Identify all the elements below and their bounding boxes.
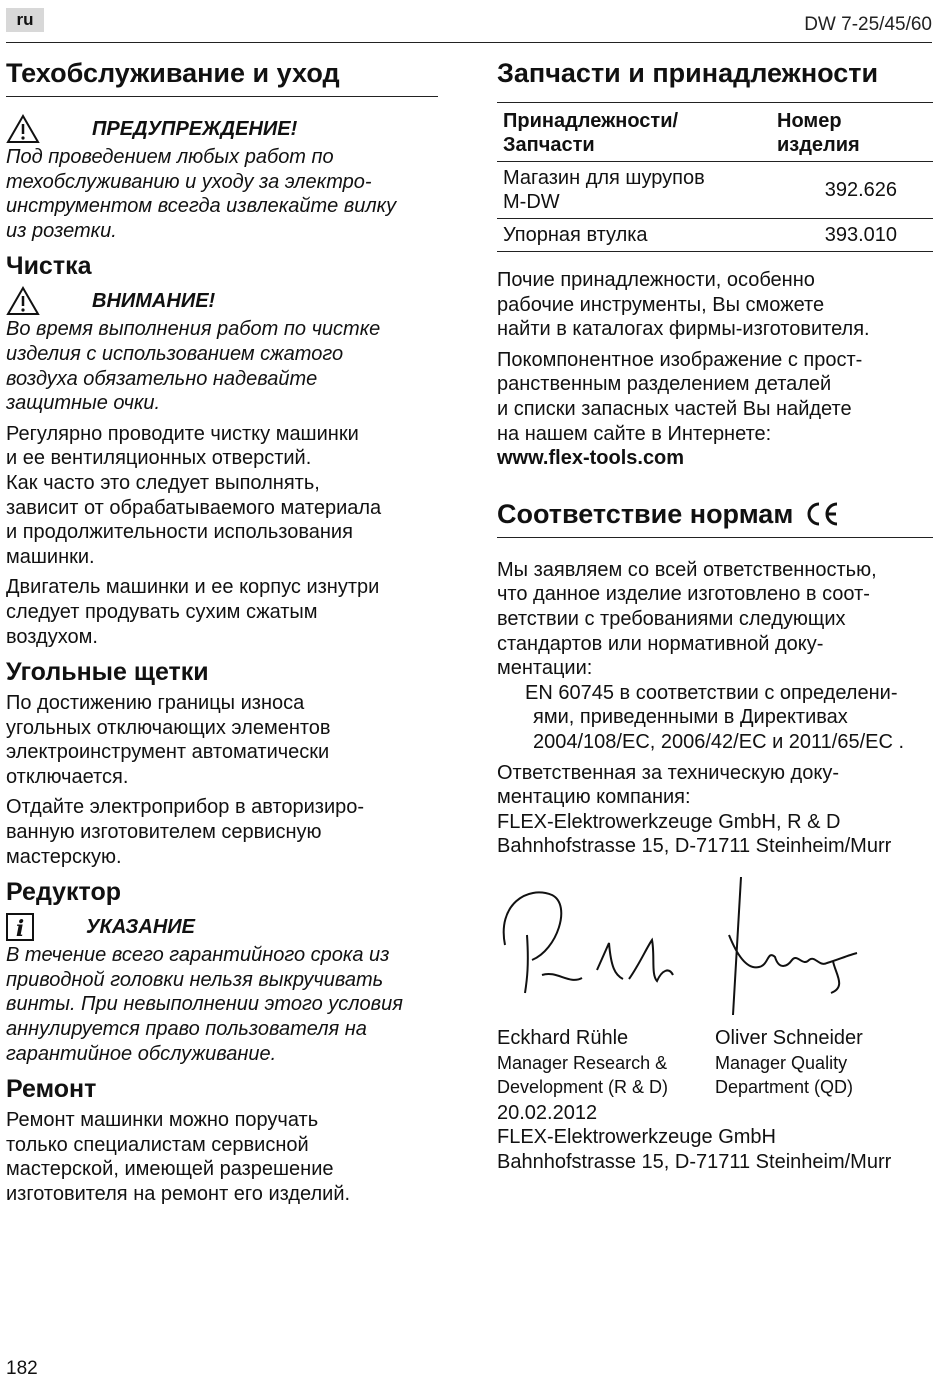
brushes-paragraph-1: По достижению границы износа угольных отключающих элементов электроинструмент автоматически отключается. [6,692,331,788]
part-number: 392.626 [771,162,933,219]
caution-title: ВНИМАНИЕ! [92,289,216,312]
signatory-ruehle [497,1025,715,1099]
table-header-row [497,103,933,162]
signatory-name: Eckhard Rühle [497,1026,629,1049]
caution-text: Во время выполнения работ по чистке изделия с использованием сжатого воздуха обязательно надевайте защитные очки. [6,318,381,415]
note-title: УКАЗАНИЕ [86,915,195,938]
conformity-title: Соответствие нормам [497,498,794,529]
signatory-schneider [715,1025,933,1099]
signatory-name: Oliver Schneider [715,1026,863,1049]
table-row [497,219,933,252]
language-badge: ru [6,8,44,32]
left-column [6,56,438,1213]
part-name: Упорная втулка [497,219,771,252]
column-header-number: Номер изделия [771,103,933,162]
standards-text: EN 60745 в соответствии с определени- ями, приведенными в Директивах 2004/108/EC, 2006/42/EC и 2011/65/EC . [525,681,905,753]
gearbox-heading: Редуктор [6,878,122,907]
maintenance-title: Техобслуживание и уход [6,56,438,97]
signatures-area [497,875,933,1025]
column-header-accessories: Принадлежности/ Запчасти [497,103,771,162]
parts-title: Запчасти и принадлежности [497,58,879,88]
conformity-header [497,497,933,538]
brushes-paragraph-2: Отдайте электроприбор в авторизиро- ванную изготовителем сервисную мастерскую. [6,796,365,868]
parts-table [497,102,933,252]
warning-header [6,113,438,145]
note-header [6,911,438,943]
signature-names [497,1025,933,1099]
right-column [497,56,933,1181]
warning-text: Под проведением любых работ по техобслуживанию и уходу за электро- инструментом всегда извлекайте вилку из розетки. [6,146,397,242]
signatory-role: Manager Quality Department (QD) [715,1052,854,1097]
ce-mark-icon [803,500,841,528]
caution-header [6,285,438,317]
brushes-heading: Угольные щетки [6,658,209,687]
responsible-company: Ответственная за техническую доку- ментацию компания: FLEX-Elektrowerkzeuge GmbH, R & D Bahnhofstrasse 15, D-71711 Steinheim/Murr [497,761,892,858]
info-icon: i [6,913,34,941]
part-name: Магазин для шурупов M-DW [497,162,771,219]
header-divider [6,42,932,43]
table-row [497,162,933,219]
page-number: 182 [6,1358,38,1379]
cleaning-paragraph-1: Регулярно проводите чистку машинки и ее вентиляционных отверстий. Как часто это следует выполнять, зависит от обрабатываемого материала и продолжительности использования машинки. [6,422,382,568]
warning-title: ПРЕДУПРЕЖДЕНИЕ! [92,117,298,140]
handwritten-signatures [497,875,933,1025]
cleaning-paragraph-2: Двигатель машинки и ее корпус изнутри следует продувать сухим сжатым воздухом. [6,576,380,648]
model-number: DW 7-25/45/60 [804,14,932,35]
note-text: В течение всего гарантийного срока из приводной головки нельзя выкручивать винты. При невыполнении этого условия аннулируется право пользователя на гарантийное обслуживание. [6,944,403,1065]
warning-triangle-icon [6,286,40,316]
website-link[interactable]: www.flex-tools.com [497,447,685,470]
part-number: 393.010 [771,219,933,252]
signatory-role: Manager Research & Development (R & D) [497,1052,669,1097]
date-and-address: 20.02.2012 FLEX-Elektrowerkzeuge GmbH Bahnhofstrasse 15, D-71711 Steinheim/Murr [497,1101,892,1174]
repair-paragraph: Ремонт машинки можно поручать только специалистам сервисной мастерской, имеющей разрешение изготовителя на ремонт его изделий. [6,1109,351,1205]
exploded-view-paragraph: Покомпонентное изображение с прост- ранственным разделением деталей и списки запасных частей Вы найдете на нашем сайте в Интернете: www.flex-tools.com [497,348,863,470]
warning-triangle-icon [6,114,40,144]
repair-heading: Ремонт [6,1075,97,1104]
accessories-paragraph: Почие принадлежности, особенно рабочие инструменты, Вы сможете найти в каталогах фирмы-изготовителя. [497,269,870,341]
cleaning-heading: Чистка [6,252,92,281]
conformity-paragraph: Мы заявляем со всей ответственностью, что данное изделие изготовлено в соот- ветствии с требованиями следующих стандартов или нормативной доку- ментации: [497,558,877,680]
